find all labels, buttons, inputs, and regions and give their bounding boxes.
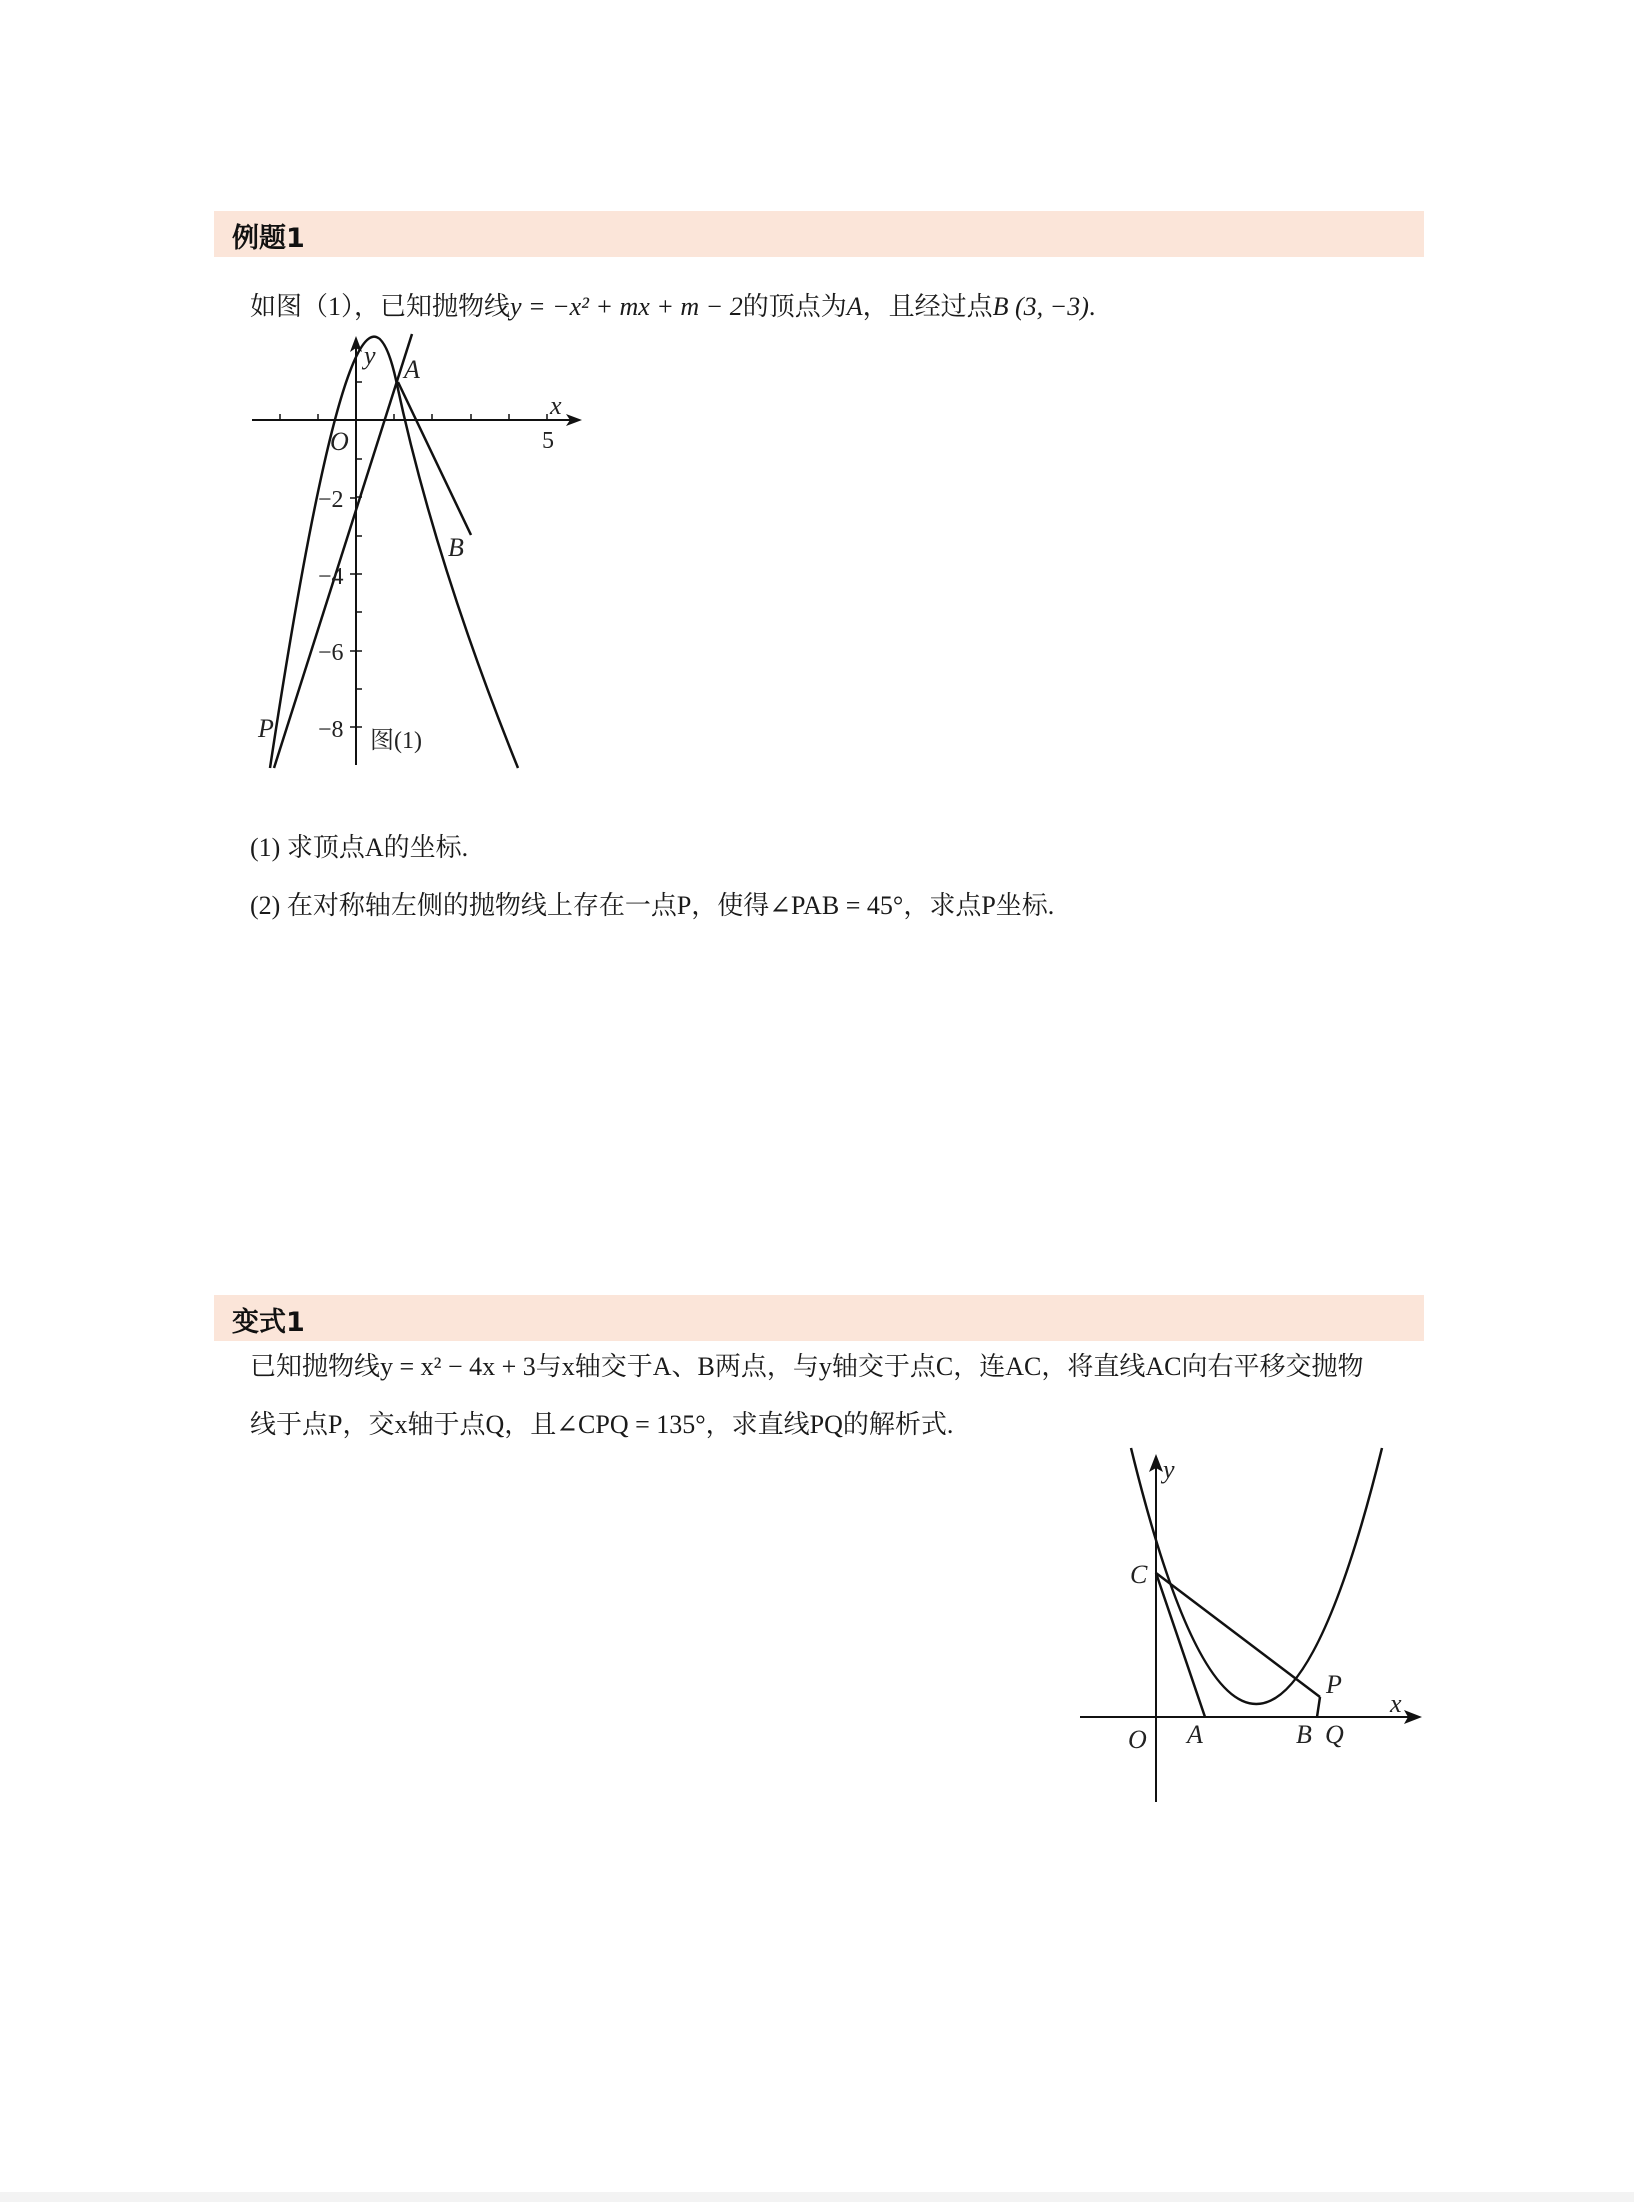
fig1-caption: 图(1) <box>370 728 422 754</box>
variant1-line-2: 线于点P，交x轴于点Q，且∠CPQ = 135°，求直线PQ的解析式. <box>250 1410 954 1439</box>
fig1-origin-label: O <box>330 427 349 456</box>
fig1-tick-5: 5 <box>542 428 554 454</box>
fig1-label-b: B <box>448 533 464 562</box>
fig1-tick-neg6: −6 <box>318 640 344 666</box>
intro-mid: 的顶点为 <box>742 292 847 321</box>
example1-title: 例题1 <box>232 223 305 254</box>
page-bottom-strip <box>0 2192 1634 2202</box>
figure-2 <box>1076 1442 1426 1812</box>
fig2-segment-ca <box>1156 1573 1205 1717</box>
fig2-label-b: B <box>1296 1720 1312 1749</box>
intro-mid2: ，且经过点 <box>862 292 993 321</box>
fig1-tick-neg4: −4 <box>318 564 344 590</box>
fig1-label-a: A <box>404 355 420 384</box>
fig2-axis-x-label: x <box>1390 1689 1402 1718</box>
intro-point-b: B (3, −3) <box>992 292 1089 321</box>
fig1-axis-y-label: y <box>364 341 376 370</box>
intro-point-a: A <box>846 292 863 321</box>
intro-prefix: 如图（1），已知抛物线 <box>250 292 511 321</box>
fig2-segment-pq <box>1317 1697 1320 1717</box>
fig1-tick-neg2: −2 <box>318 487 344 513</box>
fig2-axis-y-label: y <box>1163 1455 1175 1484</box>
fig2-origin-label: O <box>1128 1725 1147 1754</box>
fig2-label-p: P <box>1326 1670 1342 1699</box>
fig2-label-q: Q <box>1325 1720 1344 1749</box>
example1-intro <box>250 286 1095 323</box>
variant1-title: 变式1 <box>232 1307 305 1338</box>
variant1-header <box>214 1295 1424 1341</box>
figure-1 <box>240 330 580 770</box>
fig2-label-a: A <box>1187 1720 1203 1749</box>
fig1-tick-neg8: −8 <box>318 717 344 743</box>
example1-question-1: (1) 求顶点A的坐标. <box>250 833 469 862</box>
fig1-label-p: P <box>258 714 274 743</box>
fig1-line-pa <box>274 334 412 768</box>
fig2-parabola <box>1131 1448 1382 1704</box>
example1-question-2: (2) 在对称轴左侧的抛物线上存在一点P，使得∠PAB = 45°，求点P坐标. <box>250 891 1055 920</box>
fig1-axis-x-label: x <box>550 391 562 420</box>
variant1-line-1: 已知抛物线y = x² − 4x + 3与x轴交于A、B两点，与y轴交于点C，连AC，将直线AC向右平移交抛物 <box>250 1352 1364 1381</box>
example1-header <box>214 211 1424 257</box>
fig2-label-c: C <box>1130 1560 1148 1589</box>
fig2-segment-cp <box>1156 1573 1320 1697</box>
fig1-segment-ab <box>398 382 471 535</box>
fig1-parabola <box>270 337 518 768</box>
intro-formula: y = −x² + mx + m − 2 <box>510 292 743 321</box>
intro-end: . <box>1088 292 1096 321</box>
